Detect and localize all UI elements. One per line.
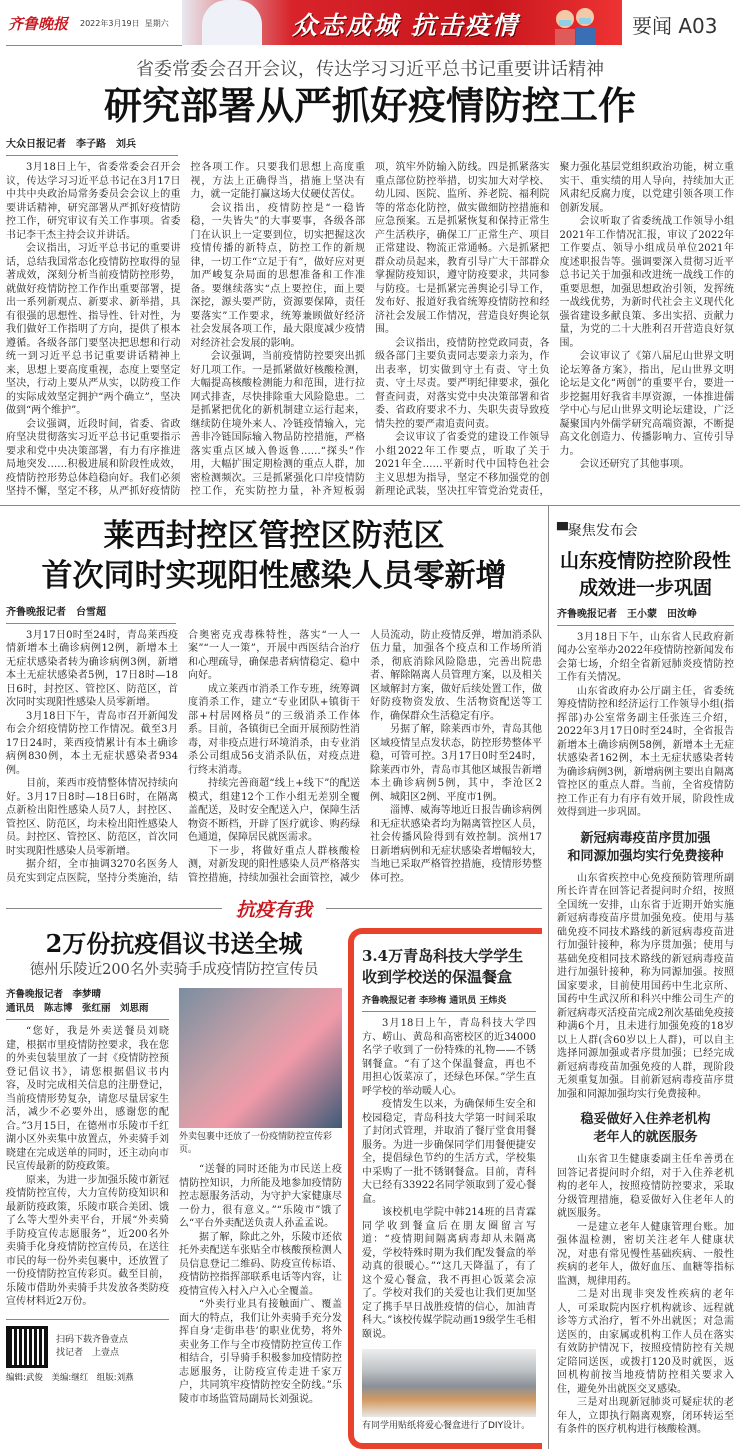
paragraph: 会议还研究了其他事项。 (560, 458, 735, 472)
paragraph: 另据了解，除莱西市外，青岛其他区域疫情呈点发状态，防控形势整体平稳，可管可控。3月17日0时至24时，除莱西市外，青岛市其他区域报告新增本土确诊病例5例，其中，李沧区2例、城阳区2例、平度市1例。 (370, 723, 542, 804)
takeout-leaflet-photo (179, 988, 342, 1128)
paragraph: 山东省政府办公厅副主任，省委统筹疫情防控和经济运行工作领导小组(指挥部)办公室常务副主任张连三介绍，2022年3月17日0时至24时，全省报告新增本土确诊病例58例，新增本土无症状感染者162例，本土无症状感染者转为确诊病例3例，新增病例主要出自隔离管控区的重点人群。当前，全省疫情防控工作正有力有序有效开展，阶段性成效得到进一步巩固。 (557, 685, 734, 820)
page-number: A03 (678, 14, 717, 38)
byline-line: 齐鲁晚报记者 李梦晴 (6, 988, 169, 1002)
photo-caption: 外卖包裹中还放了一份疫情防控宣传彩页。 (179, 1131, 342, 1157)
issue-date (80, 18, 169, 29)
photo-caption: 有同学用贴纸将爱心餐盒进行了DIY设计。 (362, 1420, 536, 1433)
title-line: 老年人的就医服务 (557, 1129, 734, 1147)
focus-column (548, 506, 734, 1449)
focus-title (557, 548, 734, 602)
dezhou-byline (6, 988, 169, 1020)
focus-label-text: 聚焦发布会 (568, 523, 638, 539)
lead-subtitle: 省委常委会召开会议，传达学习习近平总书记重要讲话精神 (0, 58, 740, 82)
paragraph: “您好，我是外卖送餐员刘晓建，根据市里疫情防控要求，我在您的外卖包装里放了一封《疫情防控预登记倡议书》，请您根据倡议书内容，及时完成相关信息的注册登记，当前疫情形势复杂，请您尽量居家生活，减少不必要外出，感谢您的配合。”3月15日，在德州市乐陵市千红湖小区外卖集中放置点，外卖骑手刘晓建在完成送单的同时，还主动向市民宣传最新的防疫政策。 (6, 1025, 169, 1174)
paragraph: 会议强调，近段时间，省委、省政府坚决贯彻落实习近平总书记重要指示要求和党中央决策部署，有力有序推进局地突发……积极进展和阶段性成效，疫情防控形势总体趋稳向好。我们必须坚持不懈，坚定不移，从严抓好疫情防控各项工作。只要我们思想上高度重视，方法上正确得当，措施上坚决有力，就一定能打赢这场大仗硬仗苦仗。 (6, 161, 365, 499)
masthead-logo: 齐鲁晚报 (8, 13, 68, 34)
paragraph: 原来，为进一步加强乐陵市新冠疫情防控宣传，大力宣传防疫知识和最新防疫政策，乐陵市联合美团、饿了么等大型外卖平台，开展“外卖骑手防疫宣传志愿服务”，近200名外卖骑手化身疫情防控宣传员，在送往市民的每一份外卖包裹中，还放置了一份疫情防控宣传彩页。截至目前，乐陵市借助外卖骑手共发放各类防疫宣传材料近2万份。 (6, 1174, 169, 1309)
dezhou-column (6, 988, 169, 1406)
qr-text-line: 找记者 上壹点 (56, 1347, 128, 1360)
qr-text-line: 扫码下载齐鲁壹点 (56, 1334, 128, 1347)
qust-title (362, 946, 536, 988)
title-line: 成效进一步巩固 (557, 575, 734, 602)
kangyi-label: 抗疫有我 (222, 895, 326, 922)
paragraph: 据了解，除此之外，乐陵市还依托外卖配送车张贴全市核酸预检测人员信息登记二维码、防疫宣传标语、疫情防控指挥部联系电话等内容，让疫情宣传入村入户入心全覆盖。 (179, 1231, 342, 1299)
paragraph: 会议指出，疫情防控党政同责，各级各部门主要负责同志要亲力亲为，作出表率，切实做到守土有责、守土负责、守土尽责。要严明纪律要求，强化督查问责，对落实党中央决策部署和省委、省政府要求不力、失职失责导致疫情失控的要严肃追责问责。 (375, 337, 550, 432)
dezhou-body (6, 988, 342, 1406)
paragraph: 持续完善商超“线上+线下”的配送模式，组建12个工作小组无差别全覆盖配送，及时安全配送入户，保障生活物资不断档，开辟了医疗就诊、购药绿色通道，保障居民就医需求。 (188, 777, 360, 845)
paragraph: 会议审议了省委党的建设工作领导小组2022年工作要点，听取了关于2021年全……平新时代中国特色社会主义思想为指导，坚定不移加强党的创新理论武装，坚决扛牢管党治党责任，聚力强化基层党组织政治功能，树立重实干、重实绩的用人导向，持续加大正风肃纪反腐力度，以党建引领各项工作创新发展。 (375, 161, 734, 499)
paragraph: 会议审议了《第八届尼山世界文明论坛筹备方案》，指出，尼山世界文明论坛是文化“两创”的重要平台，要进一步挖掘用好我省丰厚资源，一体推进儒学中心与尼山世界文明论坛建设，广泛凝聚国内外儒学研究高端资源，不断提高文化创造力、传播影响力、宣传引导力。 (560, 350, 735, 458)
title-line: 稳妥做好入住养老机构 (557, 1111, 734, 1129)
kangyi-divider (6, 895, 542, 922)
banner-slogan: 众志成城 抗击疫情 (292, 6, 519, 42)
paragraph: 会议听取了省委统战工作领导小组2021年工作情况汇报，审议了2022年工作要点、领导小组成员单位2021年度述职报告等。强调要深入贯彻习近平总书记关于加强和改进统一战线工作的重要思想，加强思想政治引领，发挥统一战线优势，为新时代社会主义现代化强省建设多献良策、多出实招、贡献力量，为党的二十大胜利召开营造良好氛围。 (560, 215, 735, 350)
paragraph: 二是对出现非突发性疾病的老年人，可采取院内医疗机构就诊、远程就诊等方式治疗，暂不外出就医；对急需送医的，由家属或机构工作人员在落实有效防护情况下，按照疫情防控有关规定陪同送医，或拨打120及时就医，返回机构前按当地疫情防控相关要求入住，避免外出就医交叉感染。 (557, 1288, 734, 1396)
qust-byline: 齐鲁晚报记者 李珍梅 通讯员 王炜炎 (362, 994, 536, 1012)
paragraph: 3月18日下午，青岛市召开新闻发布会介绍疫情防控工作情况。截至3月17日24时，莱西疫情累计有本土确诊病例830例，本土无症状感染者934例。 (6, 710, 178, 778)
elderly-subtitle (557, 1111, 734, 1147)
credits: 编辑:武俊 美编:继红 组版:刘燕 (6, 1372, 169, 1385)
paragraph: 三是对出现新冠肺炎可疑症状的老年人，立即执行隔离观察，闭环转运至有条件的医疗机构进行核酸检测。 (557, 1396, 734, 1437)
paragraph: 该校机电学院中韩214班的吕青霖同学收到餐盒后在朋友圈留言写道：“疫情期间隔离病毒却从未隔离爱，学校特殊时期为我们配发餐盒的举动真的很暖心。”“这几天降温了，有了这个爱心餐盒，我不再担心饭菜会凉了。学校对我们的关爱也让我们更加坚定了携手早日战胜疫情的信心，加油青科大。”该校传媒学院动画19级学生毛相颐说。 (362, 1206, 536, 1341)
masked-people-illustration (547, 5, 602, 45)
title-line: 收到学校送的保温餐盒 (362, 967, 536, 988)
title-line: 和同源加强均实行免费接种 (557, 848, 734, 866)
paragraph: 淄博、威海等地近日报告确诊病例和无症状感染者均为隔离管控区人员，社会传播风险得到有效控制。滨州17日新增病例和无症状感染者增幅较大，当地已采取严格管控措施，疫情形势整体可控。 (370, 804, 542, 885)
paragraph: “送餐的同时还能为市民送上疫情防控知识，力所能及地参加疫情防控志愿服务活动，为守护大家健康尽一份力，很有意义。”“乐陵市”饿了么“平台外卖配送负责人孙孟孟说。 (179, 1163, 342, 1231)
title-line: 新冠病毒疫苗序贯加强 (557, 830, 734, 848)
section-label (632, 10, 718, 39)
dezhou-subtitle: 德州乐陵近200名外卖骑手成疫情防控宣传员 (6, 960, 342, 980)
paragraph: 3月18日下午，山东省人民政府新闻办公室举办2022年疫情防控新闻发布会第七场，介绍全省新冠肺炎疫情防控工作有关情况。 (557, 631, 734, 685)
paragraph: 下一步，将做好重点人群核酸检测，对新发现的阳性感染人员严格落实管控措施，持续加强社会面管控，减少人员流动，防止疫情反弹，增加消杀队伍力量，加强各个疫点和工作场所消杀，彻底消除风险隐患，完善出院患者、解除隔离人员管理方案，以及相关区域解封方案，做好后续处置工作，做好防疫物资发放、生活物资配送等工作，确保群众生活稳定有序。 (188, 629, 542, 886)
paragraph: 目前，莱西市疫情整体情况持续向好。3月17日8时—18日6时，在隔离点新检出阳性感染人员7人，封控区、管控区、防范区，均未检出阳性感染人员。封控区、管控区、防范区，首次同时实现阳性感染人员零新增。 (6, 777, 178, 858)
paragraph: 山东省疾控中心免疫预防管理所副所长许青在回答记者提问时介绍，按照全国统一安排，山东省于近期开始实施新冠病毒疫苗序贯加强免疫。使用与基础免疫不同技术路线的新冠病毒疫苗进行加强针接种，称为序贯加强；使用与基础免疫相同技术路线的新冠病毒疫苗进行加强针接种，称为同源加强。按照国家要求，目前使用国药中生北京所、国药中生武汉所和科兴中维公司生产的新冠病毒灭活疫苗完成2剂次基础免疫接种满6个月，且未进行加强免疫的18岁以上人群(含60岁以上人群)，可以自主选择同源加强或者序贯加强；已经完成新冠病毒疫苗加强免疫的人群，现阶段无须重复加强。目前新冠病毒疫苗序贯加强和同源加强均实行免费接种。 (557, 872, 734, 1102)
paragraph: 成立莱西市消杀工作专班，统筹调度消杀工作，建立“专业团队+镇街干部+村居网格员”的三级消杀工作体系。目前，各镇街已全面开展预防性消毒，对非疫点进行环境消杀，由专业消杀公司组成56支消杀队伍，对疫点进行终末消毒。 (188, 683, 360, 778)
paragraph: 一是建立老年人健康管理台账。加强体温检测，密切关注老年人健康状况，对患有常见慢性基础疾病、一般性疾病的老年人，做好血压、血糖等指标监测，规律用药。 (557, 1221, 734, 1289)
paragraph: 会议强调，当前疫情防控要突出抓好几项工作。一是抓紧做好核酸检测，大幅提高核酸检测能力和范围，进行拉网式排查，尽快排除重大风险隐患。二是抓紧把优化的新机制建立运行起来，继续防住境外来人、冷链疫情输入，完善非冷链国际输入物品防控措施，严格落实重点区域入鲁返鲁……“探头”作用，大幅扩围定期检测的重点人群，加密检测频次。三是抓紧强化口岸疫情防控工作，充实防控力量，补齐短板弱项，筑牢外防输入防线。四是抓紧落实重点部位防控举措，切实加大对学校、幼儿园、医院、监所、养老院、福利院等的常态化防控，做实做细防控措施和应急预案。五是抓紧恢复和保持正常生产生活秩序，确保工厂正常生产、项目正常建设、物流正常通畅。六是抓紧把群众动员起来，教育引导广大干部群众掌握防疫知识，遵守防疫要求，共同参与防疫。七是抓紧完善舆论引导工作，发布好、报道好我省统筹疫情防控和经济社会发展工作情况，营造良好舆论氛围。 (191, 161, 550, 499)
left-column (6, 506, 542, 1449)
laixi-byline: 齐鲁晚报记者 台雪超 (6, 606, 176, 624)
divider (6, 908, 222, 909)
divider (6, 45, 182, 46)
title-line: 3.4万青岛科技大学学生 (362, 946, 536, 967)
paragraph: “外卖行业具有接触面广、覆盖面大的特点，我们让外卖骑手充分发挥自身‘走街串巷’的职业优势，将外卖业务工作与全市疫情防控宣传工作相结合，引导骑手积极参加疫情防控志愿服务，让防疫宣传走进千家万户，共同筑牢疫情防控安全防线。”乐陵市市场监管局副局长刘强说。 (179, 1298, 342, 1406)
divider (326, 908, 542, 909)
byline-line: 通讯员 陈志博 张红丽 刘思雨 (6, 1002, 169, 1016)
date: 2022年3月19日 (80, 19, 140, 28)
focus-byline: 齐鲁晚报记者 王小蒙 田汝峥 (557, 608, 734, 626)
qust-body (362, 1017, 536, 1341)
paragraph: 3月18日上午，青岛科技大学四方、崂山、黄岛和高密校区的近34000名学子收到了一份特殊的礼物——不锈钢餐盒。“有了这个保温餐盒，再也不用担心饭菜凉了，还绿色环保。”学生直呼学校的举动暖人心。 (362, 1017, 536, 1098)
lower-section (0, 505, 740, 1449)
vaccine-subtitle (557, 830, 734, 866)
lunchbox-photo (362, 1349, 536, 1417)
laixi-title (6, 516, 542, 596)
vaccine-body (557, 872, 734, 1102)
feature-box (348, 928, 542, 1449)
paragraph: 3月17日0时至24时，青岛莱西疫情新增本土确诊病例12例，新增本土无症状感染者转为确诊病例3例，新增本土无症状感染者5例，17日8时—18日6时，封控区、管控区、防范区，首次同时实现阳性感染人员零新增。 (6, 629, 178, 710)
title-line: 山东疫情防控阶段性 (557, 548, 734, 575)
lead-body (6, 161, 734, 499)
section-name: 要闻 (632, 14, 672, 38)
dezhou-title: 2万份抗疫倡议书送全城 (6, 928, 342, 960)
bottom-stories (6, 928, 542, 1449)
paragraph: 山东省卫生健康委副主任牟善勇在回答记者提问时介绍，对于入住养老机构的老年人，按照疫情防控要求，采取分级管理措施，稳妥做好入住老年人的就医服务。 (557, 1153, 734, 1221)
focus-label: ▀聚焦发布会 (557, 520, 734, 540)
laixi-body (6, 629, 542, 886)
qr-code[interactable] (6, 1326, 48, 1368)
paragraph: 疫情发生以来，为确保师生安全和校园稳定，青岛科技大学第一时间采取了封闭式管理，并取消了餐厅堂食用餐服务。为进一步确保同学们用餐便捷安全，提倡绿色节约的生活方式，学校集中采购了一批不锈钢餐盒。目前，青科大已经有33922名同学领取到了爱心餐盒。 (362, 1098, 536, 1206)
dezhou-column (179, 988, 342, 1406)
header-banner (182, 0, 622, 45)
elderly-body (557, 1153, 734, 1437)
page-header (0, 0, 740, 48)
paragraph: 会议指出，习近平总书记的重要讲话，总结我国常态化疫情防控取得的显著成效，深刻分析当前疫情防控形势，就做好疫情防控工作作出重要部署，提出一系列新观点、新要求、新举措，具有很强的思想性、指导性、针对性，为我们做好工作指明了方向，提供了根本遵循。各级各部门要坚决把思想和行动统一到习近平总书记重要讲话精神上来，思想上要高度重视，态度上要坚定坚决，行动上要从严从实，以防疫工作的实际成效坚定拥护“两个确立”，坚决做到“两个维护”。 (6, 242, 181, 418)
paragraph: 据介绍，全市抽调3270名医务人员充实到定点医院，坚持分类施治，结合奥密克戎毒株特性，落实“一人一案”“一人一策”，开展中西医结合治疗和心理疏导，确保患者病情稳定、稳中向好。 (6, 629, 360, 886)
paragraph: 会议指出，疫情防控是“一稳皆稳，一失皆失”的大事要事，各级各部门在认识上一定要到位，切实把握这次疫情传播的新特点，防控工作的新规律，一切工作“立足于有”，做好应对更加严峻复杂局面的思想准备和工作准备。要继续落实“点上要控住，面上要深挖，源头要严防，资源要保障，责任要落实”工作要求，统筹兼顾做好经济社会发展各项工作，最大限度减少疫情对经济社会发展的影响。 (191, 202, 366, 351)
lead-title: 研究部署从严抓好疫情防控工作 (0, 82, 740, 130)
dezhou-article (6, 928, 342, 1449)
focus-body (557, 631, 734, 820)
medical-worker-illustration (202, 0, 262, 45)
title-line: 首次同时实现阳性感染人员零新增 (6, 556, 542, 596)
qr-text (56, 1334, 128, 1360)
weekday: 星期六 (145, 19, 169, 28)
title-line: 莱西封控区管控区防范区 (6, 516, 542, 556)
lead-article (0, 138, 740, 505)
lead-byline: 大众日报记者 李子路 刘兵 (6, 138, 178, 156)
paragraph: 3月18日上午，省委常委会召开会议，传达学习习近平总书记在3月17日中共中央政治局常务委员会会议上的重要讲话精神，研究部署从严抓好疫情防控工作，研究审议有关工作事项。省委书记李干杰主持会议并讲话。 (6, 161, 181, 242)
qr-block (6, 1319, 169, 1368)
